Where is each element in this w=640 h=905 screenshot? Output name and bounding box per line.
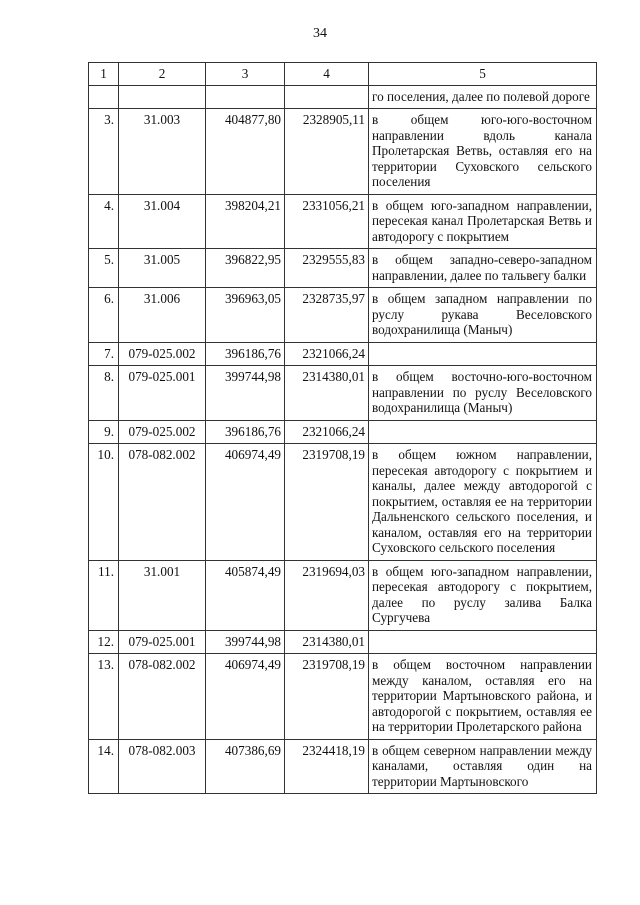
row-number-cell: 13.	[89, 654, 119, 740]
x-coordinate-cell: 406974,49	[206, 444, 285, 561]
table-header	[89, 63, 597, 86]
row-number-cell: 5.	[89, 249, 119, 288]
description-cell: в общем восточном направлении между каналом, оставляя его на территории Мартыновского района, и автодорогой с покрытием, оставляя ее на территории Пролетарского района	[369, 654, 597, 740]
table-row	[89, 560, 597, 630]
point-code-cell: 079-025.001	[119, 630, 206, 654]
point-code-cell: 079-025.002	[119, 420, 206, 444]
table-row	[89, 630, 597, 654]
point-code-cell: 078-082.003	[119, 739, 206, 794]
table-body	[89, 85, 597, 794]
header-col-5: 5	[369, 63, 597, 86]
x-coordinate-cell: 404877,80	[206, 109, 285, 195]
header-col-4: 4	[285, 63, 369, 86]
point-code-cell: 31.003	[119, 109, 206, 195]
row-number-cell: 12.	[89, 630, 119, 654]
table-row	[89, 444, 597, 561]
y-coordinate-cell: 2319708,19	[285, 444, 369, 561]
header-row	[89, 63, 597, 86]
x-coordinate-cell: 396186,76	[206, 342, 285, 366]
row-number-cell	[89, 85, 119, 109]
x-coordinate-cell: 396186,76	[206, 420, 285, 444]
header-col-1: 1	[89, 63, 119, 86]
table-row	[89, 249, 597, 288]
row-number-cell: 7.	[89, 342, 119, 366]
x-coordinate-cell: 399744,98	[206, 630, 285, 654]
row-number-cell: 4.	[89, 194, 119, 249]
description-cell: го поселения, далее по полевой дороге	[369, 85, 597, 109]
row-number-cell: 8.	[89, 366, 119, 421]
description-cell: в общем восточно-юго-восточном направлении по руслу Веселовского водохранилища (Маныч)	[369, 366, 597, 421]
header-col-3: 3	[206, 63, 285, 86]
y-coordinate-cell: 2328905,11	[285, 109, 369, 195]
header-col-2: 2	[119, 63, 206, 86]
x-coordinate-cell: 396822,95	[206, 249, 285, 288]
row-number-cell: 9.	[89, 420, 119, 444]
x-coordinate-cell: 396963,05	[206, 288, 285, 343]
row-number-cell: 14.	[89, 739, 119, 794]
row-number-cell: 11.	[89, 560, 119, 630]
y-coordinate-cell: 2314380,01	[285, 630, 369, 654]
table-row	[89, 654, 597, 740]
description-cell: в общем юго-западном направлении, пересекая канал Пролетарская Ветвь и автодорогу с покрытием	[369, 194, 597, 249]
description-cell	[369, 420, 597, 444]
y-coordinate-cell: 2321066,24	[285, 342, 369, 366]
description-cell	[369, 342, 597, 366]
description-cell: в общем юго-западном направлении, пересекая автодорогу с покрытием, далее по руслу залива Балка Сургучева	[369, 560, 597, 630]
table-row	[89, 420, 597, 444]
boundary-table	[88, 62, 597, 794]
description-cell: в общем юго-юго-восточном направлении вдоль канала Пролетарская Ветвь, оставляя его на территории Суховского сельского поселения	[369, 109, 597, 195]
table-row	[89, 109, 597, 195]
y-coordinate-cell: 2329555,83	[285, 249, 369, 288]
point-code-cell: 078-082.002	[119, 654, 206, 740]
y-coordinate-cell: 2319694,03	[285, 560, 369, 630]
point-code-cell: 31.006	[119, 288, 206, 343]
table-row	[89, 342, 597, 366]
row-number-cell: 6.	[89, 288, 119, 343]
description-cell: в общем южном направлении, пересекая автодорогу с покрытием и каналы, далее между автодорогой с покрытием, оставляя ее на территории Дальненского сельского поселения, и каналом, оставляя его на территории Суховского сельского поселения	[369, 444, 597, 561]
description-cell: в общем западно-северо-западном направлении, далее по тальвегу балки	[369, 249, 597, 288]
point-code-cell	[119, 85, 206, 109]
point-code-cell: 31.004	[119, 194, 206, 249]
point-code-cell: 078-082.002	[119, 444, 206, 561]
row-number-cell: 10.	[89, 444, 119, 561]
description-cell	[369, 630, 597, 654]
table-row	[89, 288, 597, 343]
x-coordinate-cell: 398204,21	[206, 194, 285, 249]
y-coordinate-cell: 2319708,19	[285, 654, 369, 740]
point-code-cell: 31.001	[119, 560, 206, 630]
table-row	[89, 739, 597, 794]
y-coordinate-cell: 2328735,97	[285, 288, 369, 343]
y-coordinate-cell: 2331056,21	[285, 194, 369, 249]
row-number-cell: 3.	[89, 109, 119, 195]
point-code-cell: 079-025.002	[119, 342, 206, 366]
table-row	[89, 194, 597, 249]
y-coordinate-cell: 2321066,24	[285, 420, 369, 444]
y-coordinate-cell	[285, 85, 369, 109]
x-coordinate-cell	[206, 85, 285, 109]
table-row	[89, 85, 597, 109]
x-coordinate-cell: 406974,49	[206, 654, 285, 740]
description-cell: в общем западном направлении по руслу рукава Веселовского водохранилища (Маныч)	[369, 288, 597, 343]
x-coordinate-cell: 407386,69	[206, 739, 285, 794]
x-coordinate-cell: 405874,49	[206, 560, 285, 630]
description-cell: в общем северном направлении между каналами, оставляя один на территории Мартыновского	[369, 739, 597, 794]
y-coordinate-cell: 2314380,01	[285, 366, 369, 421]
point-code-cell: 31.005	[119, 249, 206, 288]
x-coordinate-cell: 399744,98	[206, 366, 285, 421]
table-row	[89, 366, 597, 421]
point-code-cell: 079-025.001	[119, 366, 206, 421]
page-number: 34	[313, 26, 327, 41]
y-coordinate-cell: 2324418,19	[285, 739, 369, 794]
